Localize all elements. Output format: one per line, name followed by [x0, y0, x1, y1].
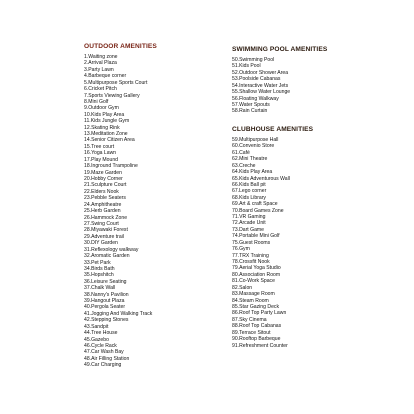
amenity-list-item: 60.Convenio Store	[232, 143, 275, 150]
amenity-list-item: 12.Skating Rink	[84, 124, 120, 131]
amenity-list-item: 50.Swimming Pool	[232, 57, 275, 63]
amenity-list-item: 45.Gazebo	[84, 336, 109, 343]
amenity-list-item: 16.Yoga Lawn	[84, 150, 117, 157]
amenity-list-item: 52.Outdoor Shower Area	[232, 69, 289, 76]
amenity-list-item: 6.Cricket Pitch	[84, 86, 117, 93]
amenity-list-item: 30.DIY Garden	[84, 240, 118, 247]
amenity-list-item: 19.Maze Garden	[84, 169, 122, 176]
amenity-list-item: 34.Birds Bath	[84, 265, 115, 272]
amenity-list-item: 14.Senior Citizen Area	[84, 137, 135, 144]
clubhouse-amenities-section	[232, 126, 382, 349]
amenity-list-item: 61.Café	[232, 149, 250, 156]
amenity-list-item: 70.Board Games Zone	[232, 207, 284, 214]
amenity-list-item: 66.Kids Ball pit	[232, 181, 266, 188]
amenity-list-item: 3.Party Lawn	[84, 66, 114, 73]
amenity-list-item: 84.Steam Room	[232, 297, 269, 304]
clubhouse-amenities-list	[232, 137, 382, 349]
amenity-list-item: 64.Kids Play Area	[232, 169, 273, 176]
amenity-list-item: 9.Outdoor Gym	[84, 105, 119, 112]
amenity-list-item: 46.Cycle Rack	[84, 342, 117, 349]
amenity-list-item: 41.Jogging And Walking Track	[84, 310, 153, 317]
amenity-list-item: 40.Pergola Seater	[84, 304, 126, 311]
amenity-list-item: 42.Stepping Stones	[84, 317, 129, 324]
amenity-list-item: 11.Kids Jungle Gym	[84, 118, 130, 125]
swimming-pool-amenities-list	[232, 57, 382, 115]
amenity-list-item: 37.Chalk Wall	[84, 285, 116, 292]
amenity-list-item: 65.Kids Adventurous Wall	[232, 175, 290, 182]
amenity-list-item: 7.Sports Viewing Gallery	[84, 92, 140, 99]
amenity-list-item: 49.Car Charging	[84, 362, 122, 369]
amenity-list-item: 80.Association Room	[232, 271, 281, 278]
amenity-list-item: 39.Hangout Plaza	[84, 298, 125, 305]
amenity-list-item: 55.Shallow Water Lounge	[232, 89, 291, 96]
amenity-list-item: 48.Air Filling Station	[84, 355, 130, 362]
amenity-list-item: 57.Water Spouts	[232, 101, 270, 108]
amenity-list-item: 17.Play Mound	[84, 156, 118, 163]
amenity-list-item: 36.Leisure Seating	[84, 278, 127, 285]
amenity-list-item: 63.Creche	[232, 162, 256, 169]
amenity-list-item: 2.Arrival Plaza	[84, 60, 117, 67]
amenity-list-item: 68.Kids Library	[232, 194, 266, 201]
outdoor-amenities-section	[84, 43, 224, 369]
amenity-list-item: 67.Lego corner	[232, 188, 267, 195]
swimming-pool-amenities-section	[232, 46, 382, 115]
amenity-list-item: 38.Nanny's Pavilion	[84, 291, 129, 298]
amenity-list-item: 71.VR Gaming	[232, 214, 266, 221]
swimming-pool-amenities-heading: SWIMMING POOL AMENITIES	[232, 46, 328, 53]
amenity-list-item: 74.Portable Mini Golf	[232, 233, 280, 240]
amenity-list-item: 53.Poolside Cabanas	[232, 76, 281, 83]
amenity-list-item: 43.Sandpit	[84, 323, 109, 330]
amenity-list-item: 86.Roof Top Party Lawn	[232, 310, 287, 317]
amenity-list-item: 69.Art & craft Space	[232, 201, 278, 208]
amenity-list-item: 32.Aromatic Garden	[84, 253, 130, 260]
amenity-list-item: 85.Star Gazing Deck	[232, 303, 279, 310]
amenity-list-item: 10.Kids Play Area	[84, 111, 125, 118]
amenity-list-item: 15.Tree court	[84, 143, 115, 150]
amenity-list-item: 87.Sky Cinema	[232, 316, 267, 323]
outdoor-amenities-list	[84, 54, 224, 369]
amenity-list-item: 1.Waiting zone	[84, 54, 118, 60]
amenity-list-item: 27.Swing Court	[84, 220, 119, 227]
amenity-list-item: 75.Guest Rooms	[232, 239, 271, 246]
amenity-list-item: 81.Co-Work Space	[232, 278, 275, 285]
amenity-list-item: 89.Terrace Sitout	[232, 329, 271, 336]
amenity-list-item: 13.Meditation Zone	[84, 131, 128, 138]
amenity-list-item: 28.Miyawaki Forest	[84, 227, 128, 234]
amenity-list-item: 24.Amphitheatre	[84, 201, 122, 208]
amenity-list-item: 90.Rooftop Barbeque	[232, 336, 281, 343]
amenity-list-item: 21.Sculpture Court	[84, 182, 127, 189]
amenity-list-item: 25.Herb Garden	[84, 208, 121, 215]
clubhouse-amenities-heading: CLUBHOUSE AMENITIES	[232, 126, 314, 133]
amenity-list-item: 5.Multipurpose Sports Court	[84, 79, 148, 86]
amenity-list-item: 77.TRX Training	[232, 252, 269, 259]
amenity-list-item: 76.Gym	[232, 246, 250, 253]
amenity-list-item: 20.Hobby Corner	[84, 176, 123, 183]
amenity-list-item: 79.Aerial Yoga Studio	[232, 265, 281, 272]
amenity-list-item: 73.Dart Game	[232, 226, 264, 233]
amenity-list-item: 58.Rain Curtain	[232, 108, 268, 115]
amenity-list-item: 35.Hopshitch	[84, 272, 114, 279]
amenity-list-item: 83.Massage Room	[232, 291, 275, 298]
amenity-list-item: 59.Multipurpose Hall	[232, 137, 279, 143]
amenity-list-item: 47.Car Wash Bay	[84, 349, 124, 356]
amenity-list-item: 62.Mini Theatre	[232, 156, 268, 163]
amenity-list-item: 78.Crossfit Nook	[232, 259, 270, 266]
outdoor-amenities-heading: OUTDOOR AMENITIES	[84, 43, 157, 50]
amenity-list-item: 31.Reflexology walkway	[84, 246, 139, 253]
amenity-list-item: 82.Salon	[232, 284, 253, 291]
amenity-list-item: 4.Barbeque corner	[84, 73, 127, 80]
amenity-list-item: 22.Elders Nook	[84, 188, 119, 195]
amenity-list-item: 33.Pet Park	[84, 259, 111, 266]
amenity-list-item: 18.Inground Trampoline	[84, 163, 138, 170]
amenity-list-item: 91.Refreshment Counter	[232, 342, 288, 349]
amenity-list-item: 29.Adventure trail	[84, 233, 124, 240]
amenity-list-item: 88.Roof Top Cabanas	[232, 323, 282, 330]
amenity-list-item: 72.Arcade Unit	[232, 220, 266, 227]
amenity-list-item: 44.Tree House	[84, 330, 118, 337]
amenity-list-item: 23.Pebble Seaters	[84, 195, 126, 202]
amenity-list-item: 51.Kids Pool	[232, 63, 261, 70]
amenity-list-item: 8.Mini Golf	[84, 98, 109, 105]
amenity-list-item: 54.Interactive Water Jets	[232, 82, 289, 89]
amenity-list-item: 56.Floating Walkway	[232, 95, 279, 102]
amenity-list-item: 26.Hammock Zone	[84, 214, 128, 221]
